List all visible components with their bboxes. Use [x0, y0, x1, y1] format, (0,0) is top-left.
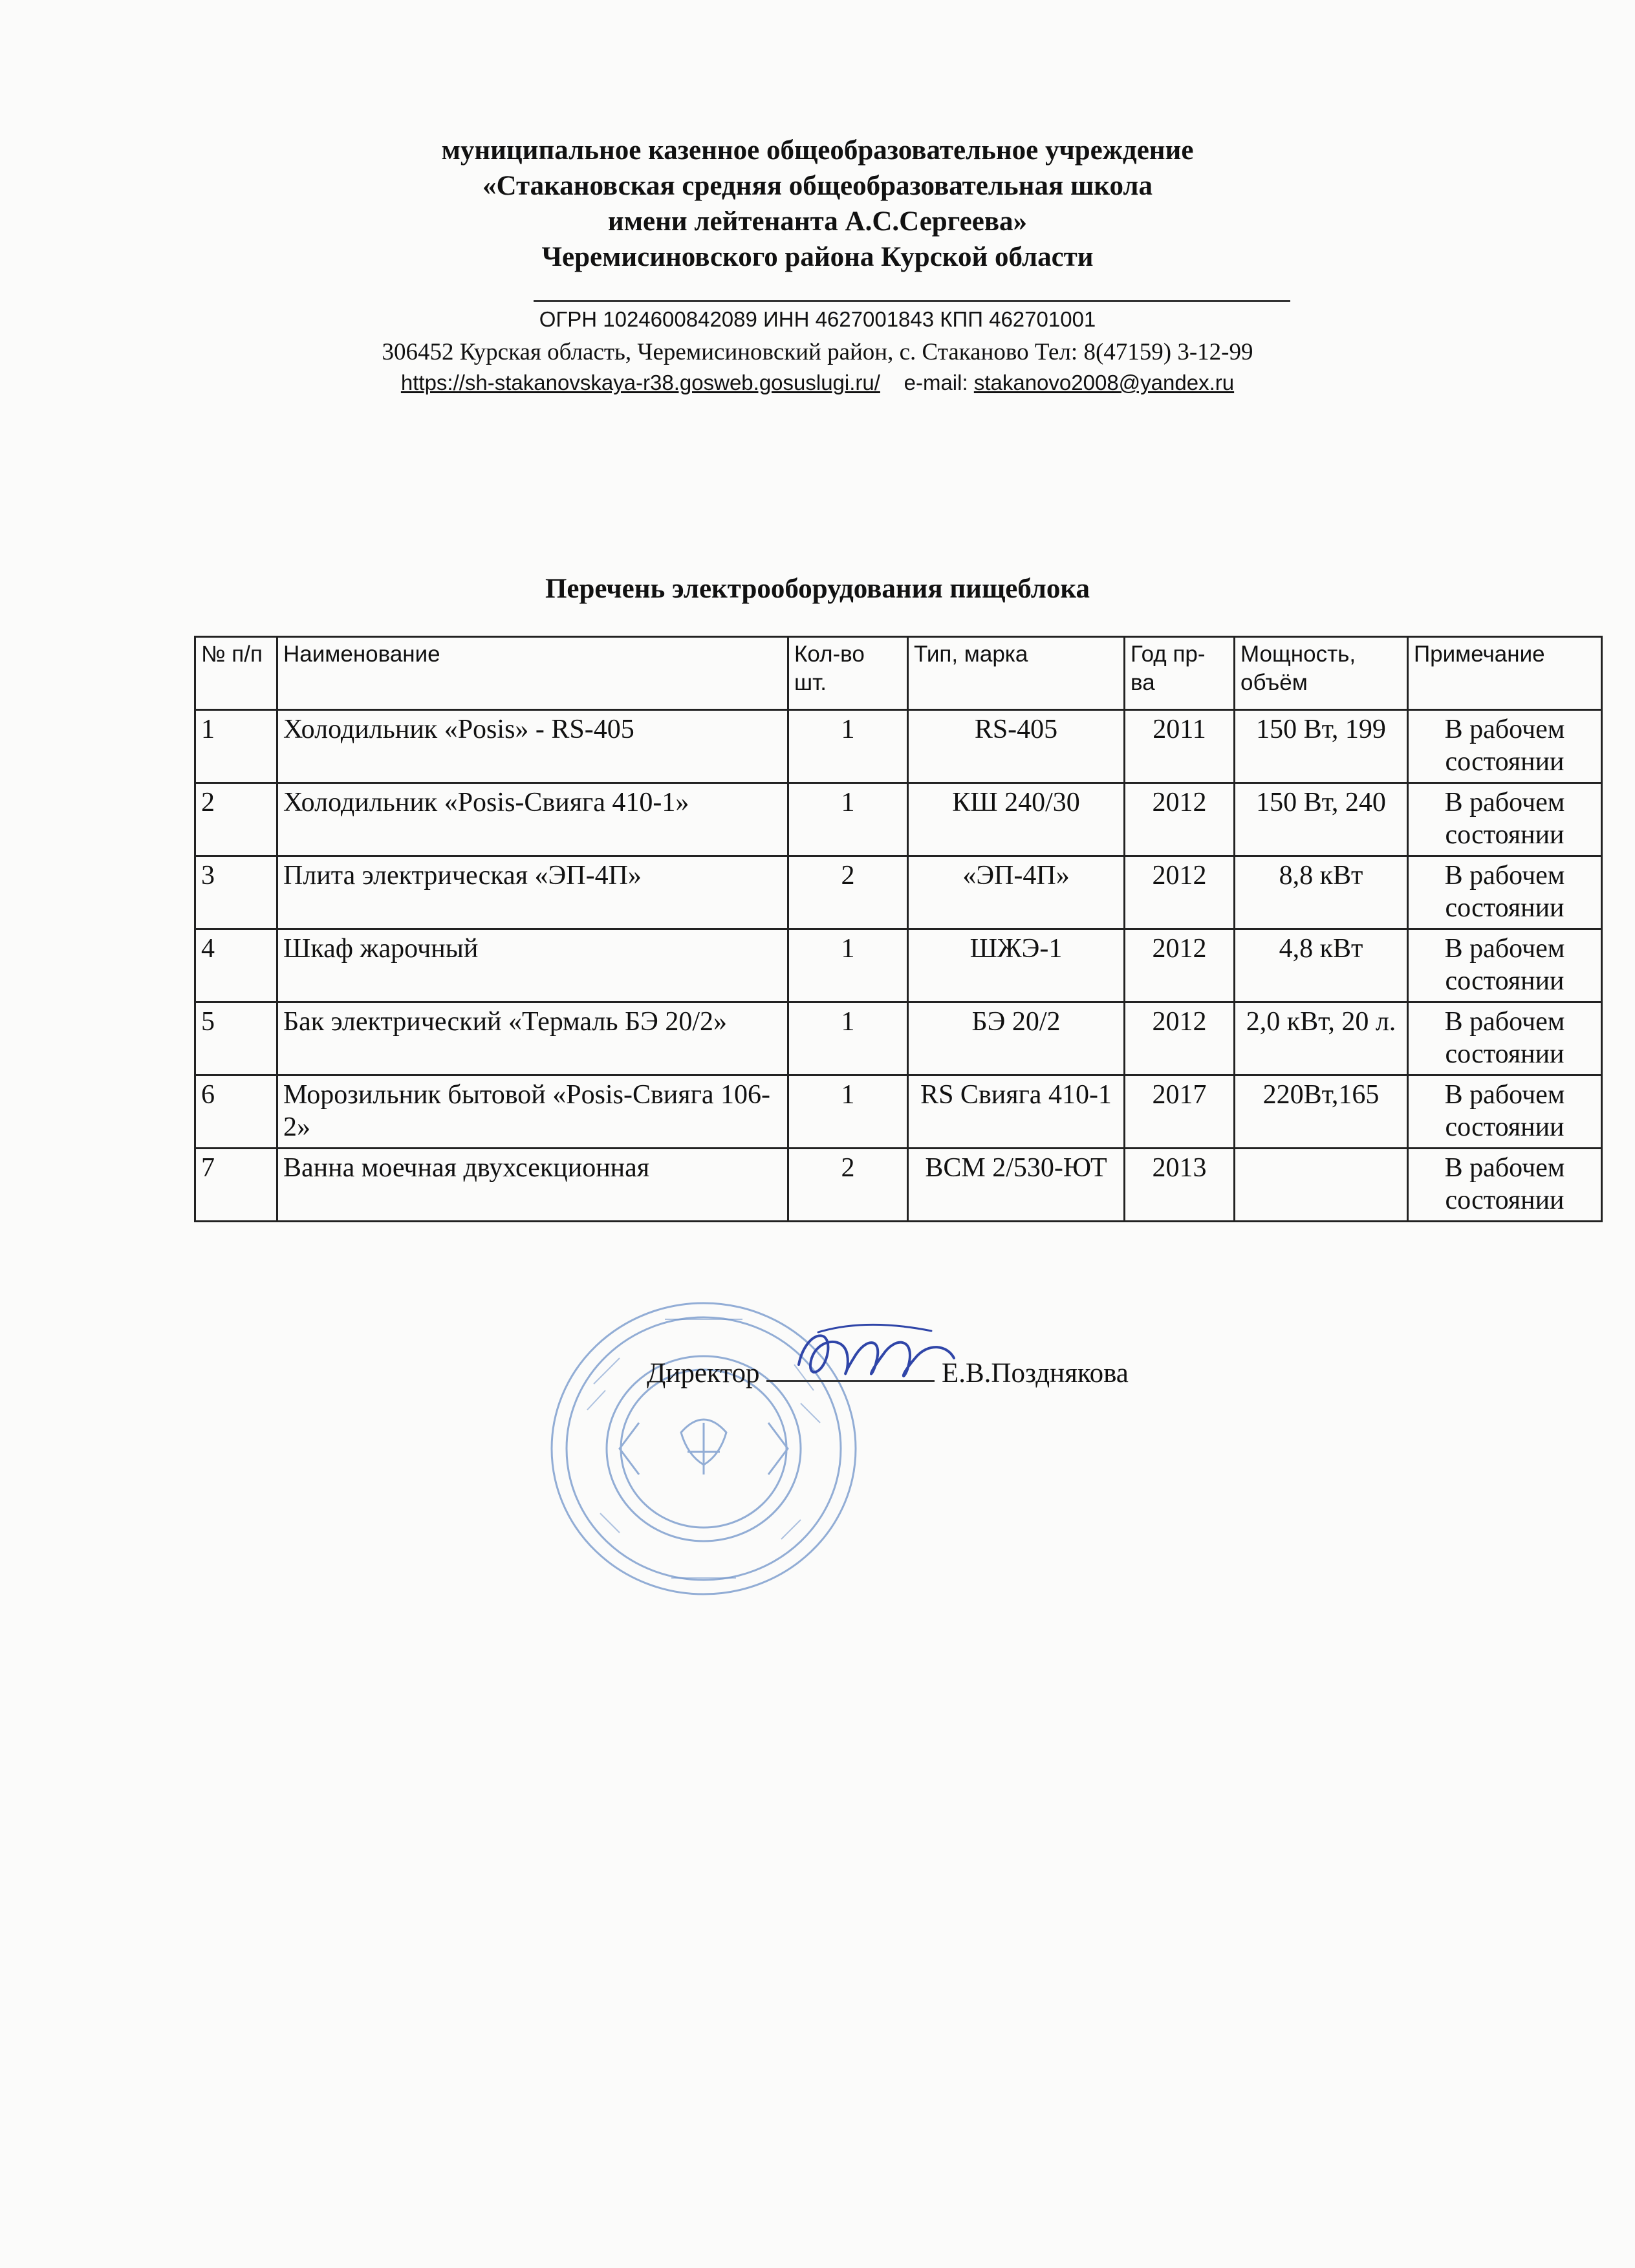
equipment-name-cell: Бак электрический «Термаль БЭ 20/2» [277, 1002, 788, 1075]
type-model-cell: RS Свияга 410-1 [908, 1075, 1125, 1149]
table-row [195, 1149, 1602, 1222]
table-row [195, 1075, 1602, 1149]
type-model-cell: ШЖЭ-1 [908, 929, 1125, 1002]
row-number-cell: 7 [195, 1149, 277, 1222]
production-year-cell: 2012 [1125, 856, 1235, 929]
col-header-note: Примечание [1408, 637, 1602, 710]
production-year-cell: 2012 [1125, 1002, 1235, 1075]
contact-links [0, 369, 1635, 397]
note-cell: В рабочем состоянии [1408, 856, 1602, 929]
power-volume-cell: 8,8 кВт [1235, 856, 1408, 929]
quantity-cell: 1 [788, 1075, 908, 1149]
production-year-cell: 2011 [1125, 710, 1235, 783]
table-row [195, 783, 1602, 856]
power-volume-cell: 220Вт,165 [1235, 1075, 1408, 1149]
power-volume-cell [1235, 1149, 1408, 1222]
col-header-power: Мощность, объём [1235, 637, 1408, 710]
equipment-name-cell: Морозильник бытовой «Posis-Свияга 106-2» [277, 1075, 788, 1149]
power-volume-cell: 4,8 кВт [1235, 929, 1408, 1002]
equipment-name-cell: Плита электрическая «ЭП-4П» [277, 856, 788, 929]
row-number-cell: 6 [195, 1075, 277, 1149]
col-header-type: Тип, марка [908, 637, 1125, 710]
power-volume-cell: 150 Вт, 240 [1235, 783, 1408, 856]
equipment-table [194, 636, 1603, 1222]
header-divider [534, 300, 1290, 302]
equipment-name-cell: Холодильник «Posis-Свияга 410-1» [277, 783, 788, 856]
production-year-cell: 2013 [1125, 1149, 1235, 1222]
quantity-cell: 2 [788, 1149, 908, 1222]
table-body [195, 710, 1602, 1222]
col-header-quantity: Кол-во шт. [788, 637, 908, 710]
address: 306452 Курская область, Черемисиновский район, с. Стаканово Тел: 8(47159) 3-12-99 [382, 339, 1253, 365]
type-model-cell: КШ 240/30 [908, 783, 1125, 856]
table-row [195, 856, 1602, 929]
handwritten-signature [792, 1319, 960, 1390]
org-line-1: муниципальное казенное общеобразовательное учреждение [441, 135, 1194, 166]
row-number-cell: 5 [195, 1002, 277, 1075]
note-cell: В рабочем состоянии [1408, 929, 1602, 1002]
signatory-name: Е.В.Позднякова [941, 1358, 1129, 1388]
table-row [195, 710, 1602, 783]
row-number-cell: 4 [195, 929, 277, 1002]
equipment-name-cell: Ванна моечная двухсекционная [277, 1149, 788, 1222]
signatory-position: Директор [647, 1358, 760, 1388]
production-year-cell: 2017 [1125, 1075, 1235, 1149]
quantity-cell: 2 [788, 856, 908, 929]
equipment-name-cell: Холодильник «Posis» - RS-405 [277, 710, 788, 783]
production-year-cell: 2012 [1125, 783, 1235, 856]
quantity-cell: 1 [788, 929, 908, 1002]
requisites: ОГРН 1024600842089 ИНН 4627001843 КПП 462701001 [539, 307, 1096, 331]
signature-area [0, 1293, 1635, 1617]
production-year-cell: 2012 [1125, 929, 1235, 1002]
row-number-cell: 1 [195, 710, 277, 783]
email-label: e-mail: [904, 371, 968, 394]
power-volume-cell: 150 Вт, 199 [1235, 710, 1408, 783]
equipment-name-cell: Шкаф жарочный [277, 929, 788, 1002]
type-model-cell: ВСМ 2/530-ЮТ [908, 1149, 1125, 1222]
power-volume-cell: 2,0 кВт, 20 л. [1235, 1002, 1408, 1075]
organization-header [0, 133, 1635, 275]
col-header-name: Наименование [277, 637, 788, 710]
table-header-row [195, 637, 1602, 710]
quantity-cell: 1 [788, 1002, 908, 1075]
quantity-cell: 1 [788, 783, 908, 856]
website-link[interactable]: https://sh-stakanovskaya-r38.gosweb.gosuslugi.ru/ [400, 371, 880, 394]
document-title: Перечень электрооборудования пищеблока [545, 574, 1090, 604]
note-cell: В рабочем состоянии [1408, 710, 1602, 783]
note-cell: В рабочем состоянии [1408, 783, 1602, 856]
org-line-4: Черемисиновского района Курской области [541, 242, 1094, 272]
row-number-cell: 2 [195, 783, 277, 856]
col-header-year: Год пр-ва [1125, 637, 1235, 710]
row-number-cell: 3 [195, 856, 277, 929]
type-model-cell: RS-405 [908, 710, 1125, 783]
org-line-2: «Стакановская средняя общеобразовательная школа [482, 171, 1153, 201]
type-model-cell: «ЭП-4П» [908, 856, 1125, 929]
type-model-cell: БЭ 20/2 [908, 1002, 1125, 1075]
email-link[interactable]: stakanovo2008@yandex.ru [973, 371, 1235, 394]
table-row [195, 929, 1602, 1002]
col-header-number: № п/п [195, 637, 277, 710]
quantity-cell: 1 [788, 710, 908, 783]
table-row [195, 1002, 1602, 1075]
org-line-3: имени лейтенанта А.С.Сергеева» [607, 206, 1028, 237]
note-cell: В рабочем состоянии [1408, 1075, 1602, 1149]
note-cell: В рабочем состоянии [1408, 1002, 1602, 1075]
note-cell: В рабочем состоянии [1408, 1149, 1602, 1222]
